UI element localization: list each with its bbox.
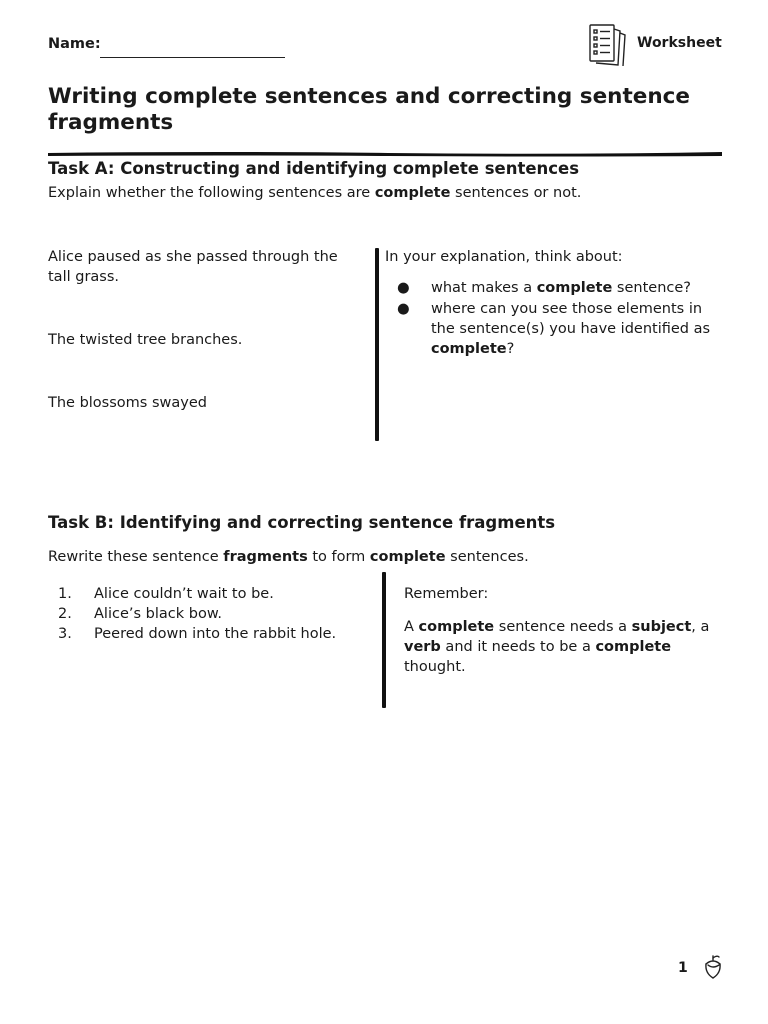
acorn-icon <box>702 954 724 980</box>
column-divider <box>382 572 386 708</box>
task-a-sentence-1: Alice paused as she passed through the tall grass. <box>48 249 338 285</box>
page-number: 1 <box>678 960 688 976</box>
task-b-heading: Task B: Identifying and correcting sentence fragments <box>48 513 556 532</box>
list-item: 1. Alice couldn’t wait to be. <box>58 586 274 602</box>
task-a-heading: Task A: Constructing and identifying complete sentences <box>48 159 580 178</box>
list-item: 3. Peered down into the rabbit hole. <box>58 626 337 642</box>
explanation-intro: In your explanation, think about: <box>385 249 623 265</box>
explanation-bullets <box>385 278 730 359</box>
remember-box <box>404 584 724 677</box>
list-item: ● where can you see those elements in the sentence(s) you have identified as complete? <box>397 301 711 357</box>
page-title: Writing complete sentences and correcting sentence fragments <box>48 84 690 135</box>
column-divider <box>375 248 379 441</box>
task-b-instruction: Rewrite these sentence fragments to form complete sentences. <box>48 549 529 565</box>
task-a-explanation-box <box>385 247 730 360</box>
name-label: Name: <box>48 36 101 52</box>
remember-text: A complete sentence needs a subject, a verb and it needs to be a complete thought. <box>404 619 710 675</box>
name-field-line[interactable] <box>100 57 285 58</box>
remember-label: Remember: <box>404 586 489 602</box>
fragment-list <box>48 584 368 644</box>
task-a-instruction: Explain whether the following sentences are complete sentences or not. <box>48 185 582 201</box>
list-item: ● what makes a complete sentence? <box>397 280 691 296</box>
title-divider <box>48 146 722 154</box>
task-a-sentence-3: The blossoms swayed <box>48 395 207 411</box>
task-a-sentence-2: The twisted tree branches. <box>48 332 243 348</box>
list-item: 2. Alice’s black bow. <box>58 606 222 622</box>
worksheet-label: Worksheet <box>637 35 722 51</box>
checklist-icon <box>587 23 629 67</box>
